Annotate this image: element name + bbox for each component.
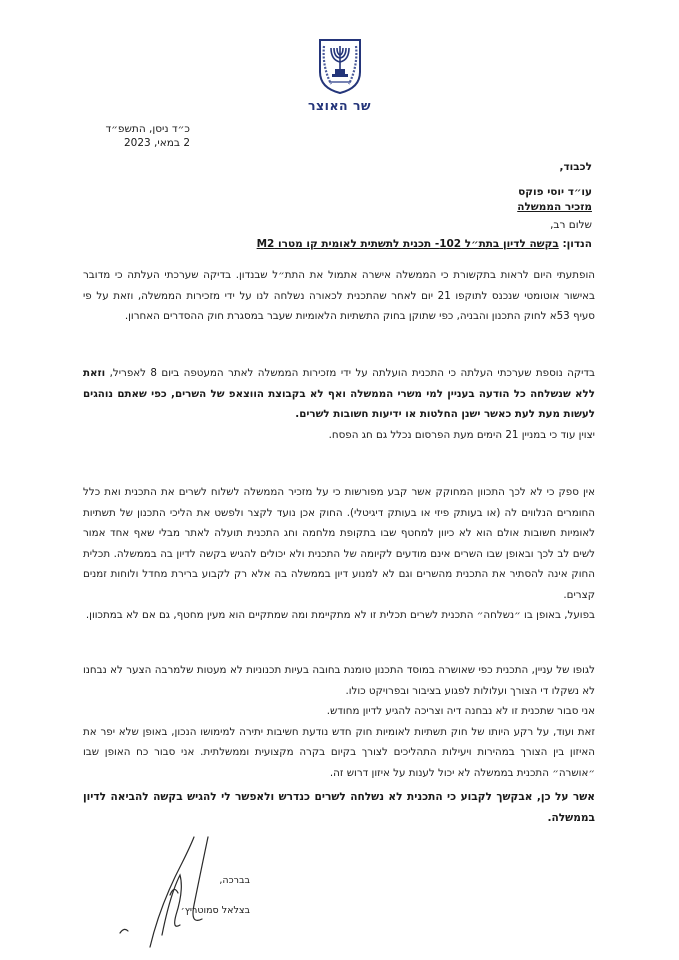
- paragraph-3b-text: בפועל, באופן בו ״נשלחה״ התכנית לשרים תכלית זו לא מתקיימת ומה שמתקיים הוא מעין מחטף, גם אם לא במתכוון.: [85, 609, 595, 621]
- signature-block: [140, 873, 250, 918]
- paragraph-1-text: הופתעתי היום לראות בתקשורת כי הממשלה אישרה אתמול את התת״ל שבנדון. בדיקה שערכתי העלתה כי מדובר באישור אוטומטי שנכנס לתוקפו 21 יום לאחר שהתכנית לכאורה נשלחה לנו על ידי מזכירות הממשלה, וזאת על פי סעיף 53א לחוק התכנון והבניה, כפי שתוקן בחוק התשתיות הלאומיות שעבר במסגרת חוק ההסדרים האחרון.: [83, 269, 595, 322]
- request-text: אשר על כן, אבקשך לקבוע כי התכנית לא נשלחה לשרים כנדרש ולאפשר לי להגיש בקשה להביאה לדיון בממשלה.: [83, 791, 595, 824]
- subject-text: בקשה לדיון בתת״ל 102- תכנית לתשתית לאומית קו מטרו M2: [256, 238, 559, 250]
- paragraph-2-text: [83, 363, 595, 425]
- letter-date: [100, 122, 190, 150]
- paragraph-3-text: אין ספק כי לא לכך התכוון המחוקק אשר קבע מפורשות כי על מזכיר הממשלה לשלוח לשרים את התכנית ואת כלל החומרים הנלווים לה (או בעותק פיזי או בעותק דיגיטלי). החוק אכן נועד לקצר ולפשט את הליכי התכנון של תשתיות לאומיות חשובות אולם הוא לא כיוון למחטף שבו בתקופת מלחמה וחג התכנית תועלה לאתר מבלי שאף אחד אמור לשים לב לכך ובאופן שבו השרים אינם מודעים לקיומה של התכנית ולא יכולים להגיש בקשה לדיון בה בממשלה. תכלית החוק אינה להסתיר את התכנית מהשרים וגם לא למנוע דיון בממשלה בה אלא רק לקבוע ברירת מחדל ולוחות זמנים קצרים.: [83, 486, 595, 601]
- paragraph-4c-text: זאת ועוד, על רקע היותו של חוק תשתיות לאומיות חוק חדש נודעת חשיבות יתירה למימושו הנכון, באופן שלא יפר את האיזון בין הצורך במהירות ויעילות התהליכים לצורך בקיום בקרה מקצועית וממשלתית. אני סבור כח האופן שבו ״אושרה״ התכנית בממשלה לא יכול לענות על איזון דרוש זה.: [83, 725, 595, 779]
- ministry-title: שר האוצר: [307, 98, 372, 113]
- paragraph-2-end: יצוין עוד כי במניין 21 הימים מעת הפרסום נכלל גם חג הפסח.: [328, 428, 595, 441]
- recipient-title: מזכיר הממשלה: [517, 201, 592, 213]
- paragraph-3: [83, 482, 595, 626]
- paragraph-2-start: בדיקה נוספת שערכתי העלתה כי התכנית הועלתה על ידי מזכירות הממשלה לאתר המעטפה ביום 8 לאפריל,: [105, 367, 595, 379]
- paragraph-1: [83, 265, 595, 327]
- salutation: לכבוד,: [559, 161, 592, 173]
- paragraph-2: [83, 363, 595, 445]
- paragraph-4: [83, 660, 595, 783]
- paragraph-2-bold: וזאת ללא שנשלחה כל הודעה בעניין למי משרי הממשלה ואף לא בקבוצת הווצאפ של השרים, כפי שאתם נוהגים לעשות מעת לעת כאשר ישנן החלטות או ידיעות חשובות לשרים.: [83, 367, 595, 420]
- paragraph-request: [83, 787, 595, 829]
- subject-line: [257, 238, 592, 250]
- closing: בברכה,: [219, 875, 250, 886]
- state-emblem-menorah-icon: [317, 38, 363, 94]
- paragraph-4-text: לגופו של עניין, התכנית כפי שאושרה במוסד התכנון טומנת בחובה בעיות תכנוניות לא מעטות שלמרבה הצער לא נבחנו לא נשקלו די הצורך ועלולות לפגוע בציבור ובפרויקט כולו.: [83, 664, 595, 697]
- greeting: שלום רב,: [550, 219, 592, 231]
- date-hebrew: כ״ד ניסן, התשפ״ד: [105, 123, 190, 135]
- paragraph-4b-text: אני סבור שתכנית זו לא נבחנה דיה וצריכה להגיע לדיון מחודש.: [326, 705, 595, 717]
- recipient-name: עו״ד יוסי פוקס: [518, 186, 592, 198]
- signatory-name: בצלאל סמוטריץ׳: [180, 905, 250, 916]
- recipient-block: [517, 185, 592, 215]
- date-gregorian: 2 במאי, 2023: [123, 137, 190, 149]
- subject-label: הנדון:: [562, 238, 592, 250]
